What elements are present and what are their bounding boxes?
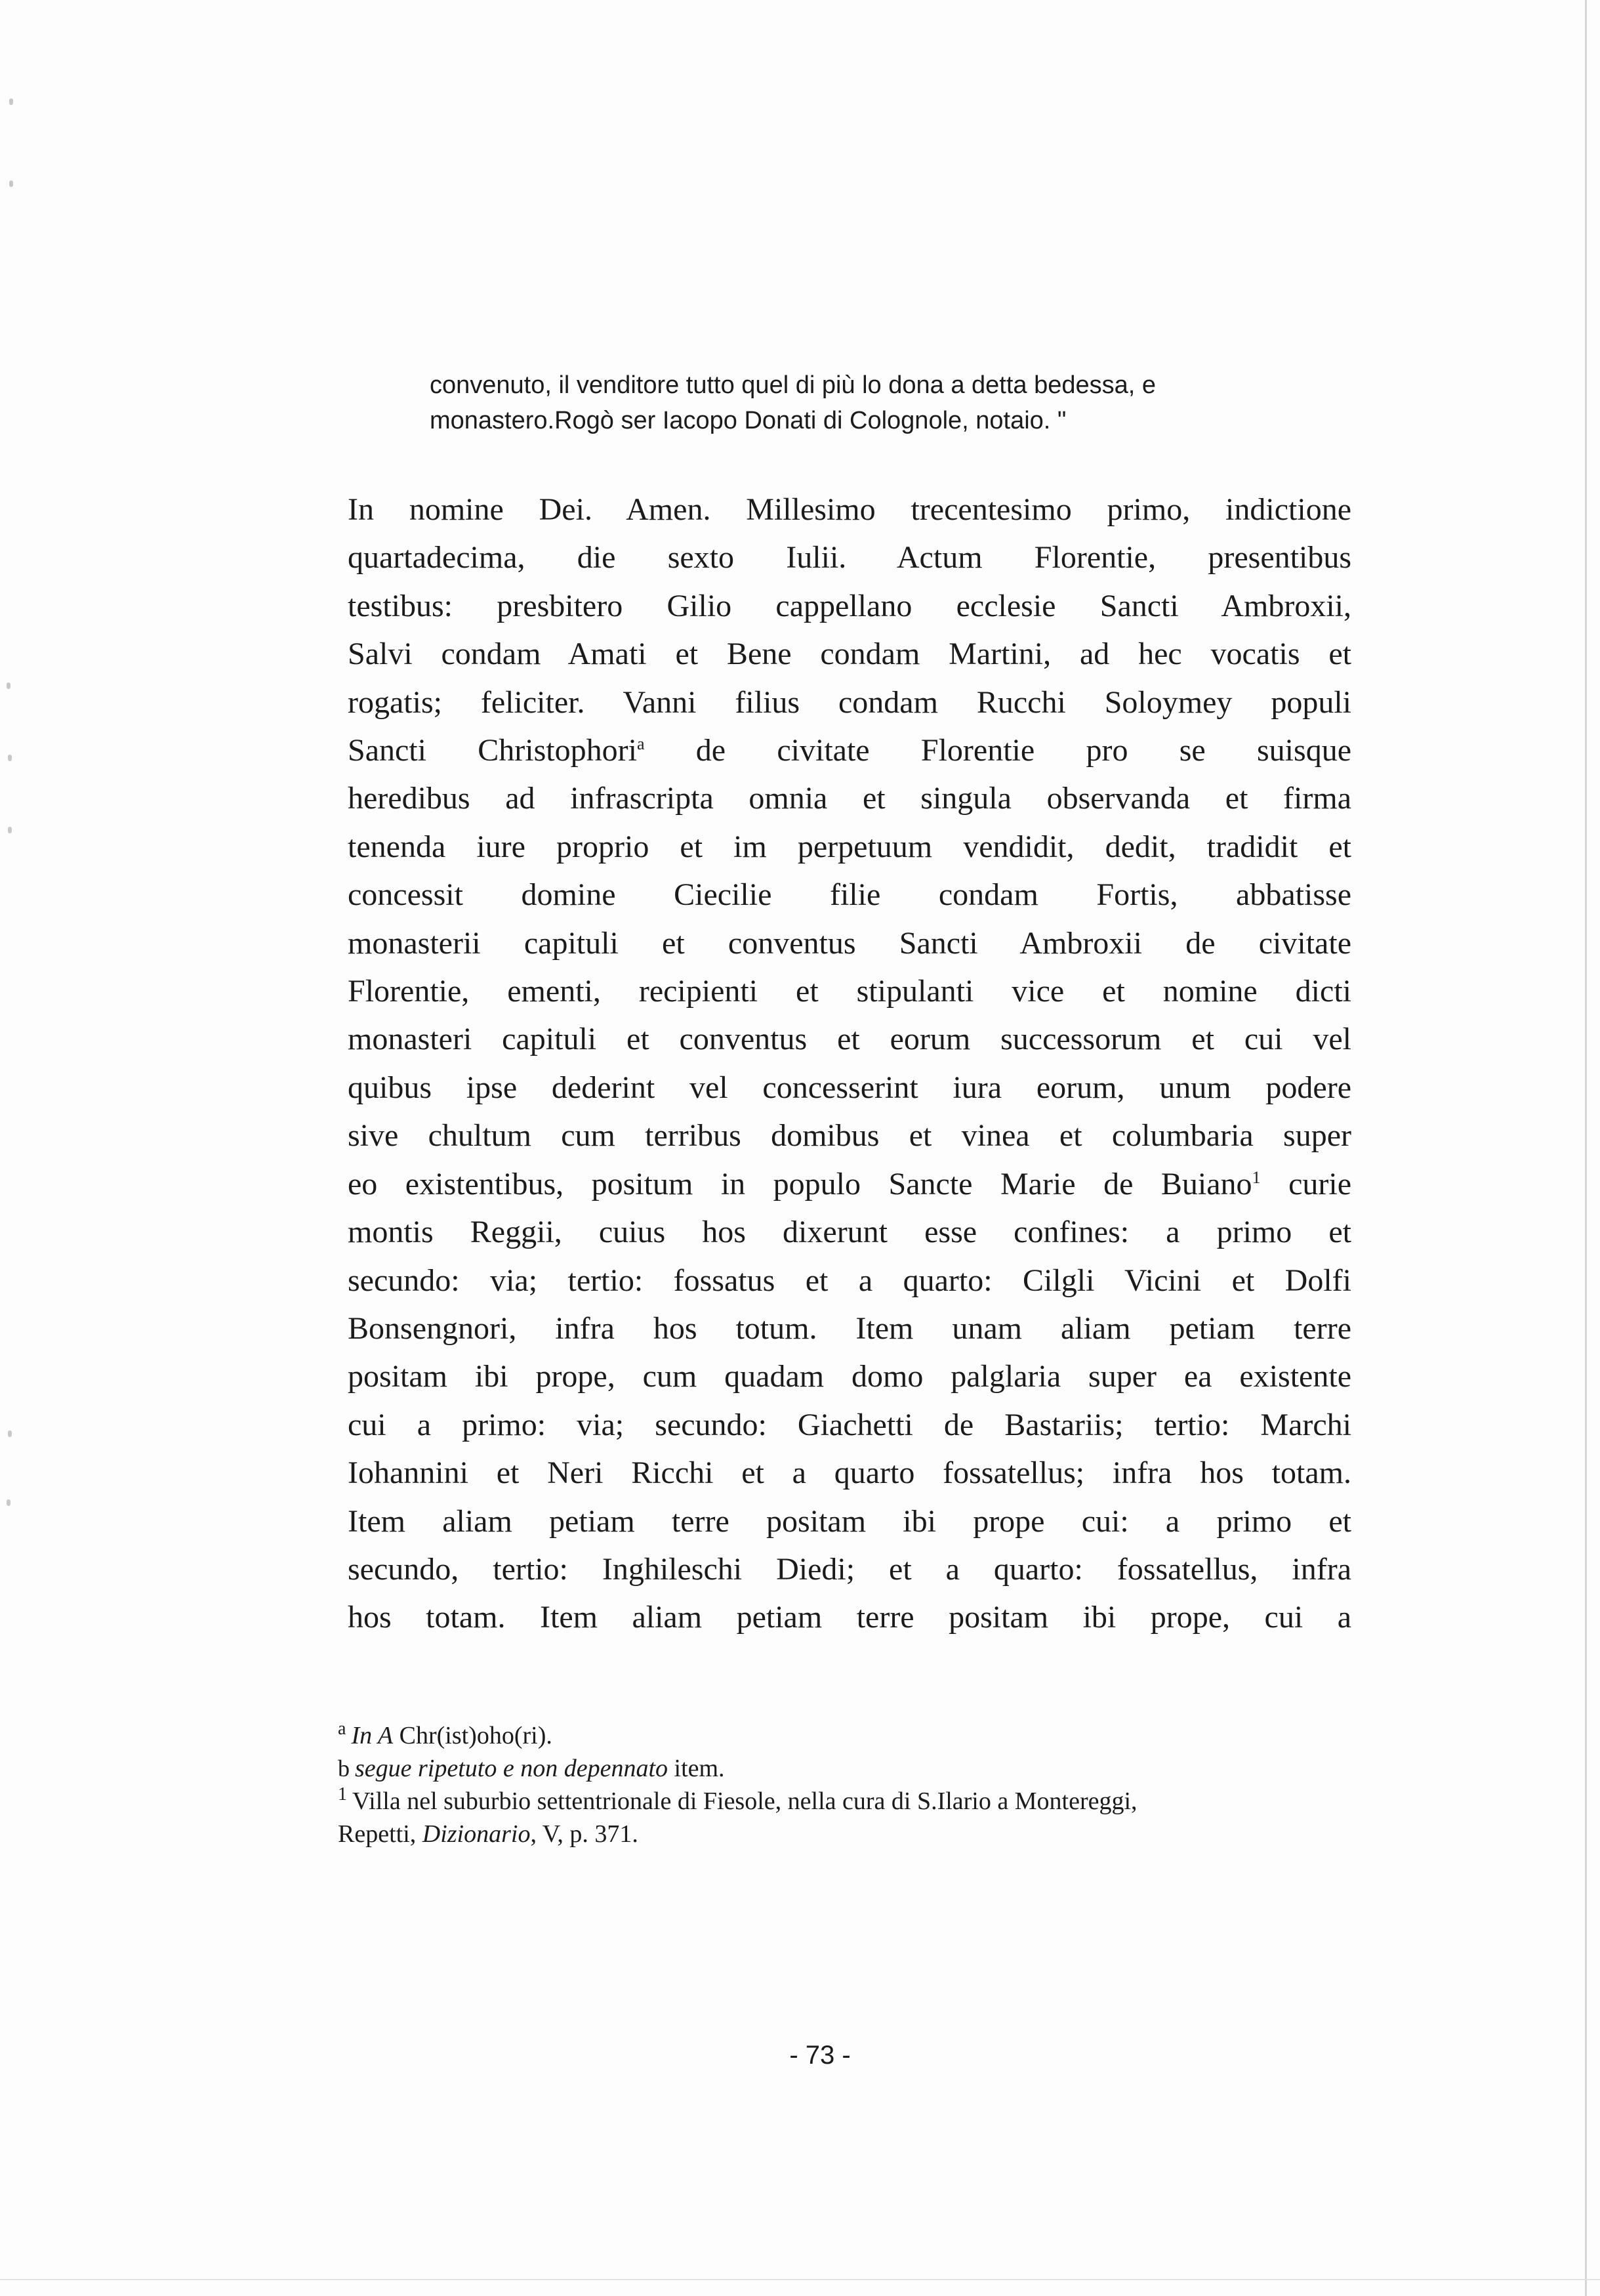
body-line: Item aliam petiam terre positam ibi prope cui: a primo et [348, 1503, 1351, 1539]
body-line: Salvi condam Amati et Bene condam Martini, ad hec vocatis et [348, 637, 1351, 672]
footnote-1 [338, 1785, 1361, 1818]
body-line: secundo: via; tertio: fossatus et a quarto: Cilgli Vicini et Dolfi [348, 1263, 1351, 1298]
body-line: In nomine Dei. Amen. Millesimo trecentesimo primo, indictione [348, 492, 1351, 527]
footnote-text: Chr(ist)oho(ri). [393, 1722, 552, 1749]
scan-speck [9, 180, 13, 187]
body-line: monasterii capituli et conventus Sancti Ambroxii de civitate [348, 925, 1351, 961]
footnote-text: Villa nel suburbio settentrionale di Fiesole, nella cura di S.Ilario a Montereggi, [352, 1787, 1138, 1815]
quote-line: monastero.Rogò ser Iacopo Donati di Colognole, notaio. " [430, 407, 1067, 434]
scan-speck [9, 98, 13, 105]
scan-speck [7, 1499, 10, 1506]
body-line: concessit domine Ciecilie filie condam Fortis, abbatisse [348, 877, 1351, 913]
footnote-italic: In A [351, 1722, 394, 1749]
footnote-text: Repetti, [338, 1820, 422, 1848]
footnote-italic: segue ripetuto e non depennato [355, 1755, 668, 1782]
body-line: Bonsengnori, infra hos totum. Item unam aliam petiam terre [348, 1310, 1351, 1346]
footnote-ref-1: 1 [1252, 1167, 1261, 1187]
body-line: cui a primo: via; secundo: Giachetti de Bastariis; tertio: Marchi [348, 1407, 1351, 1442]
scan-speck [7, 682, 10, 689]
body-line: Florentie, ementi, recipienti et stipulanti vice et nomine dicti [348, 974, 1351, 1009]
body-line: hos totam. Item aliam petiam terre positam ibi prope, cui a [348, 1600, 1351, 1635]
body-line: quibus ipse dederint vel concesserint iura eorum, unum podere [348, 1070, 1351, 1105]
body-line: positam ibi prope, cum quadam domo palglaria super ea existente [348, 1359, 1351, 1394]
body-text: eo existentibus, positum in populo Sancte Marie de Buiano [348, 1166, 1252, 1201]
body-text: Sancti Christophori [348, 733, 637, 768]
body-line: Iohannini et Neri Ricchi et a quarto fossatellus; infra hos totam. [348, 1455, 1351, 1491]
scan-speck [8, 1430, 12, 1437]
body-line: montis Reggii, cuius hos dixerunt esse confines: a primo et [348, 1215, 1351, 1250]
body-line: monasteri capituli et conventus et eorum successorum et cui vel [348, 1022, 1351, 1057]
body-line [348, 1160, 1351, 1208]
body-line: tenenda iure proprio et im perpetuum vendidit, dedit, tradidit et [348, 829, 1351, 864]
page-right-edge [1585, 0, 1587, 2296]
footnote-italic: Dizionario [422, 1820, 531, 1848]
page-number: - 73 - [789, 2041, 851, 2070]
body-line: quartadecima, die sexto Iulii. Actum Florentie, presentibus [348, 540, 1351, 575]
footnote-text: item. [668, 1755, 725, 1782]
body-text: de civitate Florentie pro se suisque [644, 733, 1351, 768]
footnote-mark: a [338, 1719, 346, 1740]
footnote-a [338, 1719, 1361, 1752]
footnote-1-continuation [338, 1818, 1361, 1850]
footnote-b [338, 1752, 1361, 1785]
footnotes [338, 1719, 1361, 1850]
body-line: testibus: presbitero Gilio cappellano ecclesie Sancti Ambroxii, [348, 588, 1351, 623]
body-line: rogatis; feliciter. Vanni filius condam Rucchi Soloymey populi [348, 684, 1351, 720]
body-line: secundo, tertio: Inghileschi Diedi; et a quarto: fossatellus, infra [348, 1551, 1351, 1587]
footnote-mark: 1 [338, 1784, 347, 1805]
quoted-summary [430, 367, 1387, 438]
footnote-text: , V, p. 371. [530, 1820, 638, 1848]
quote-line: convenuto, il venditore tutto quel di più lo dona a detta bedessa, e [430, 371, 1157, 399]
page-bottom-edge [0, 2279, 1600, 2280]
body-line: heredibus ad infrascripta omnia et singula observanda et firma [348, 781, 1351, 816]
footnote-mark: b [338, 1755, 350, 1782]
body-line: sive chultum cum terribus domibus et vinea et columbaria super [348, 1118, 1351, 1154]
scan-speck [8, 755, 12, 761]
footnote-ref-a: a [636, 734, 645, 754]
body-text: curie [1260, 1166, 1351, 1201]
scan-speck [8, 827, 12, 833]
body-line [348, 726, 1351, 774]
latin-document-body [348, 486, 1351, 1642]
